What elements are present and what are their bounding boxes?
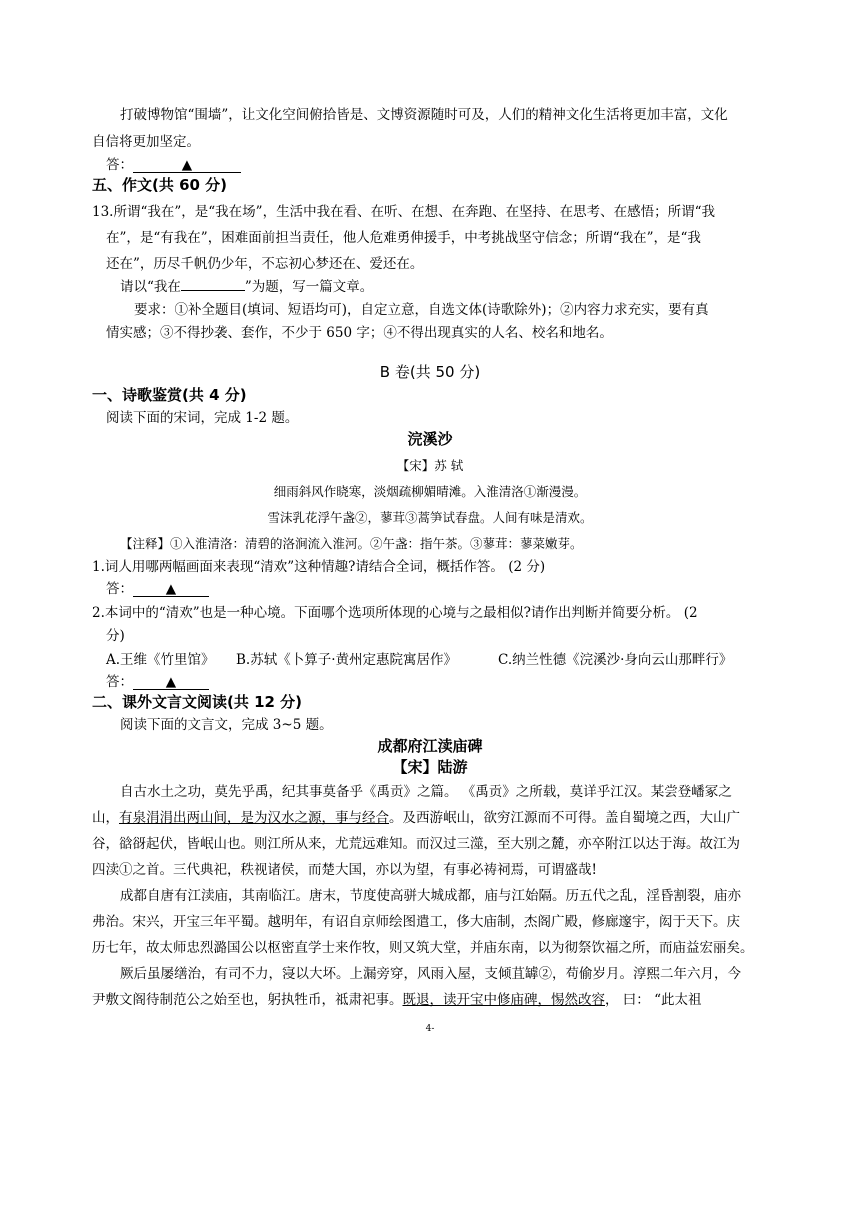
classical-text-line: 成都自唐有江渎庙，其南临江。唐末，节度使高骈大城成都，庙与江始隔。历五代之乱，淫昏割裂，庙亦 [120, 888, 741, 904]
text-span: 山， [92, 810, 119, 826]
option-b: B.苏轼《卜算子·黄州定惠院寓居作》 [236, 652, 458, 668]
answer-blank[interactable] [133, 156, 241, 173]
classical-text-line: 弗治。宋兴，开宝三年平蜀。越明年，有诏自京师绘图遣工，侈大庙制，杰阁广殿，修廊邃宇，闳于天下。庆 [92, 914, 740, 930]
answer-blank[interactable] [133, 673, 209, 690]
classical-text-line: 四渎①之首。三代典祀，秩视诸侯，而楚大国，亦以为望，有事必祷祠焉，可谓盛哉! [92, 862, 597, 878]
answer-label: 答： [106, 157, 133, 173]
option-c: C.纳兰性德《浣溪沙·身向云山那畔行》 [498, 652, 733, 668]
underlined-sentence: 有泉涓涓出两山间，是为汉水之源，事与经合 [119, 810, 389, 826]
essay-prompt [120, 276, 373, 296]
question-2: 分) [106, 628, 125, 644]
prompt-text: ”为题，写一篇文章。 [244, 279, 374, 295]
question-13-line: 在”，是“有我在”，困难面前担当责任，他人危难勇伸援手，中考挑战坚守信念；所谓“我在”，是“我 [106, 230, 701, 246]
text-author: 【宋】陆游 [392, 758, 468, 776]
question-13-line: 13.所谓“我在”，是“我在场”，生活中我在看、在听、在想、在奔跑、在坚持、在思考、在感悟；所谓“我 [92, 204, 715, 220]
answer-line [106, 156, 241, 174]
triangle-icon: ▲ [165, 674, 177, 690]
page-number: 4- [425, 1024, 435, 1034]
paragraph-line: 打破博物馆“围墙”，让文化空间俯拾皆是、文博资源随时可及，人们的精神文化生活将更加丰富，文化 [120, 107, 728, 123]
triangle-icon: ▲ [181, 157, 193, 173]
underlined-sentence: 既退，读开宝中修庙碑，惕然改容 [402, 992, 605, 1008]
question-2: 2.本词中的“清欢”也是一种心境。下面哪个选项所体现的心境与之最相似?请作出判断并简要分析。 (2 [92, 605, 698, 621]
answer-label: 答： [106, 674, 133, 690]
section-intro: 阅读下面的宋词，完成 1-2 题。 [106, 410, 299, 426]
question-13-line: 还在”，历尽千帆仍少年，不忘初心梦还在、爱还在。 [106, 256, 424, 272]
poem-author: 【宋】苏 轼 [396, 458, 464, 473]
option-a: A.王维《竹里馆》 [106, 652, 215, 668]
volume-title: B 卷(共 50 分) [379, 363, 481, 381]
prompt-text: 请以“我在 [120, 279, 181, 295]
section-title: 二、课外文言文阅读(共 12 分) [92, 693, 303, 711]
classical-text-line: 谷，谽谺起伏，皆岷山也。则江所从来，尤荒远难知。而汉过三澨，至大别之麓，亦卒附江以达于海。故江为 [92, 836, 740, 852]
poem-line: 雪沫乳花浮午盏②，蓼茸③蒿笋试春盘。人间有味是清欢。 [267, 510, 593, 525]
question-1: 1.词人用哪两幅画面来表现“清欢”这种情趣?请结合全词，概括作答。 (2 分) [92, 559, 546, 575]
requirements-line: 要求：①补全题目(填词、短语均可)，自定立意，自选文体(诗歌除外)；②内容力求充实，要有真 [134, 302, 709, 318]
text-span: 尹敷文阁待制范公之始至也，躬执牲币，祗肃祀事。 [92, 992, 403, 1008]
section-title: 五、作文(共 60 分) [92, 176, 228, 194]
poem-notes: 【注释】①入淮清洛：清碧的洛涧流入淮河。②午盏：指午茶。③蓼茸：蓼菜嫩芽。 [120, 536, 583, 551]
text-span: ， 曰： “此太祖 [605, 992, 702, 1008]
answer-label: 答： [106, 581, 133, 597]
classical-text-line: 历七年，故太师忠烈潞国公以枢密直学士来作牧，则又筑大堂，并庙东南，以为彻祭饮福之所，而庙益宏丽矣。 [92, 940, 754, 956]
classical-text-line [92, 991, 701, 1009]
triangle-icon: ▲ [165, 581, 177, 597]
paragraph-line: 自信将更加坚定。 [92, 134, 200, 150]
classical-text-line [92, 809, 740, 827]
answer-blank[interactable] [133, 580, 209, 597]
section-intro: 阅读下面的文言文，完成 3~5 题。 [120, 717, 333, 733]
classical-text-line: 自古水土之功，莫先乎禹，纪其事莫备乎《禹贡》之篇。 《禹贡》之所载，莫详乎江汉。某尝登嶓冢之 [120, 784, 732, 800]
poem-line: 细雨斜风作晓寒，淡烟疏柳媚晴滩。入淮清洛①渐漫漫。 [273, 484, 587, 499]
text-span: 。及西游岷山，欲穷江源而不可得。盖自蜀境之西，大山广 [389, 810, 740, 826]
answer-line [106, 673, 209, 691]
classical-text-line: 厥后虽屡缮治，有司不力，寖以大坏。上漏旁穿，风雨入屋，支倾苴罅②，苟偷岁月。淳熙二年六月，今 [120, 966, 741, 982]
title-blank[interactable] [181, 276, 245, 291]
text-title: 成都府江渎庙碑 [377, 737, 483, 755]
section-title: 一、诗歌鉴赏(共 4 分) [92, 386, 247, 404]
requirements-line: 情实感；③不得抄袭、套作，不少于 650 字；④不得出现真实的人名、校名和地名。 [106, 325, 613, 341]
poem-title: 浣溪沙 [407, 430, 453, 448]
answer-line [106, 580, 209, 598]
